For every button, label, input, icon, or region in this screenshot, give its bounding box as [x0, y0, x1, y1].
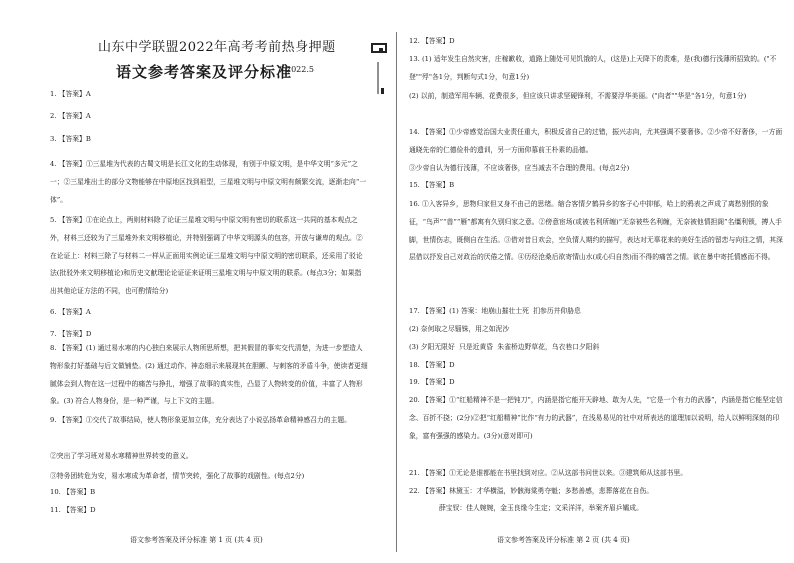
answer-12: 12. 【答案】D: [409, 37, 455, 45]
answer-17-2: (2) 奈何取之尽锱铢，用之如泥沙: [409, 325, 510, 333]
answer-6: 6. 【答案】A: [50, 308, 91, 316]
answer-14-point-3: ③少帝自认为德行浅薄，不应该奢侈，应当减去不合理的费用。(每点2分): [409, 164, 630, 172]
answer-21: 21. 【答案】①无论是谁都能在书里找到对应。②从这部书问世以来。③建筑师从这部书里。: [409, 469, 688, 477]
answer-key-title: 语文参考答案及评分标准: [116, 63, 293, 81]
exam-title: 山东中学联盟2022年高考考前热身押题: [98, 40, 336, 55]
answer-18: 18. 【答案】D: [409, 361, 455, 369]
answer-10: 10. 【答案】B: [50, 488, 96, 496]
answer-17-1: 17. 【答案】(1) 答案：地崩山摧壮士死 扪参历井仰胁息: [409, 307, 581, 315]
answer-1: 1. 【答案】A: [50, 90, 91, 98]
answer-7: 7. 【答案】D: [50, 330, 92, 338]
answer-17-3: (3) 夕阳无限好 只是近黄昏 朱雀桥边野草花，乌衣巷口夕阳斜: [409, 343, 600, 351]
answer-2: 2. 【答案】A: [50, 112, 91, 120]
answer-13-2: (2) 以前，制造军用车辆、花费很多，但应该只讲求坚硬锋利，不需要浮华美丽。("向者""华是"各1分，句意1分): [409, 92, 747, 100]
scan-mark-icon: [370, 38, 388, 98]
answer-4: 4. 【答案】①三星堆为代表的古蜀文明是长江文化的生动体现，有别于中原文明，是中华文明“多元”之一；②三星堆出土的部分文物能够在中原地区找到祖型，三星堆文明与中原文明有颇繁交流，逐渐走向“一体”。: [50, 160, 367, 204]
answer-22-part-2: 薛宝钗：佳人婉婉，金玉良缘今生定；文采洋洋，举案齐眉乒孀成。: [439, 504, 643, 512]
answer-3: 3. 【答案】B: [50, 135, 91, 143]
answer-8: 8. 【答案】(1) 通过易水寒的内心独白来展示人物所思所想，把其假冒的事实交代清楚，为进一步塑造人物形象打好基础与后文做铺垫。(2) 通过动作、神态细示来展现其在胆颤、与刺客的矛盾斗争，使读者更细腻体会到人物在这一过程中的痛苦与挣扎，增强了故事的真实性，凸显了人物转变的价值，丰富了人物形象。(3) 符合人物身份，是一种严谨，与上下文的主题。: [50, 344, 368, 406]
answer-11: 11. 【答案】D: [50, 506, 96, 514]
answer-16: 16. ①入客异乡，思物归家但又身不由己的思绪。缩合客情夕鹤异乡的客子心中抑郁，哈上的鸦表之声成了离愁别恨的象征，“鸟声”“兽”“雁”都寓有久别归家之意。②傍意宦场(或被名利所缠)“无奈被些名利缠，无奈被他情担阁”名缰利锁，搏人手脚，世情伤志，既侧自在生活。③借对昔日欢会，空负情人期约的描写，表达对无辜花来的美好生活的留恋与向往之情，其深层借以抒发自己对政治的厌倦之情。④历经沧桑后欲寄情山水(或心归自然)而不得的痛苦之情。欲在暴中寄托情感而不得。: [409, 200, 783, 262]
answer-9-point-3: ③特务团转危为安，易水寒成为革命者，情节突转，强化了故事的戏剧性。(每点2分): [50, 472, 305, 480]
answer-5: 5. 【答案】①在论点上，两则材料除了论证三星堆文明与中原文明有密切的联系这一共同的基本观点之外，材料三还较为了三星堆外来文明移植论，并特别强调了中华文明源头的包容，开放与谦卑的观点。②在论证上：材料三除了与材料二一样从正面用实例论证三星堆文明与中原文明的密切联系，还采用了驳论法(批驳外来文明移植论)和历史文献理论论证证来证明三星堆文明与中原文明的联系。(每点3分；如果指出其他论证方法的不同，也可酌情给分): [50, 216, 363, 296]
page-footer-2: 语文参考答案及评分标准 第 2 页 (共 4 页): [497, 536, 630, 544]
answer-9: 9. 【答案】①交代了故事结局，使人物形象更加立体，充分表达了小说弘扬革命精神感召力的主题。: [50, 416, 351, 424]
answer-9-point-2: ②突出了学习班对易水寒精神世界转变的意义。: [50, 452, 193, 460]
answer-20: 20. 【答案】①“红船精神不是一把钝刀”，内涵是指它能开天辟地、敢为人先，“它是一个有力的武器”，内涵是指它能坚定信念、百折不挠；(2分)②把“红船精神”比作“有力的武器”，在浅易易见的社中对所表达的道理加以说明，给人以鲜明深刻的印象，富有强强的感染力。(3分)(意对即可): [409, 396, 783, 440]
answer-14: 14. 【答案】①少帝感觉治国大业责任重大，积极反省自己的过错，振兴志向，尤其强调不要奢侈。②少帝不好奢侈，一方面通晓先帝的仁德俭朴的遗训，另一方面仰慕前王朴素的品德。: [409, 128, 783, 154]
page-footer-1: 语文参考答案及评分标准 第 1 页 (共 4 页): [130, 536, 263, 544]
answer-13-1: 13. (1) 适年发生自然灾害，庄稼歉收，道路上随处可见饥饿的人，(这是)上天降下的责难，是(我)德行浅薄所招致的。("不登""殍"各1分，判断句式1分，句意1分): [409, 55, 777, 81]
answer-15: 15. 【答案】B: [409, 181, 455, 189]
answer-22: 22. 【答案】林黛玉：才华横溢，妙骸海棠勇夺魁；多愁善感，悲葬落花在自伤。: [409, 487, 654, 495]
right-page: [397, 0, 794, 563]
answer-19: 19. 【答案】D: [409, 378, 455, 386]
exam-date: 2022.5: [286, 65, 314, 74]
